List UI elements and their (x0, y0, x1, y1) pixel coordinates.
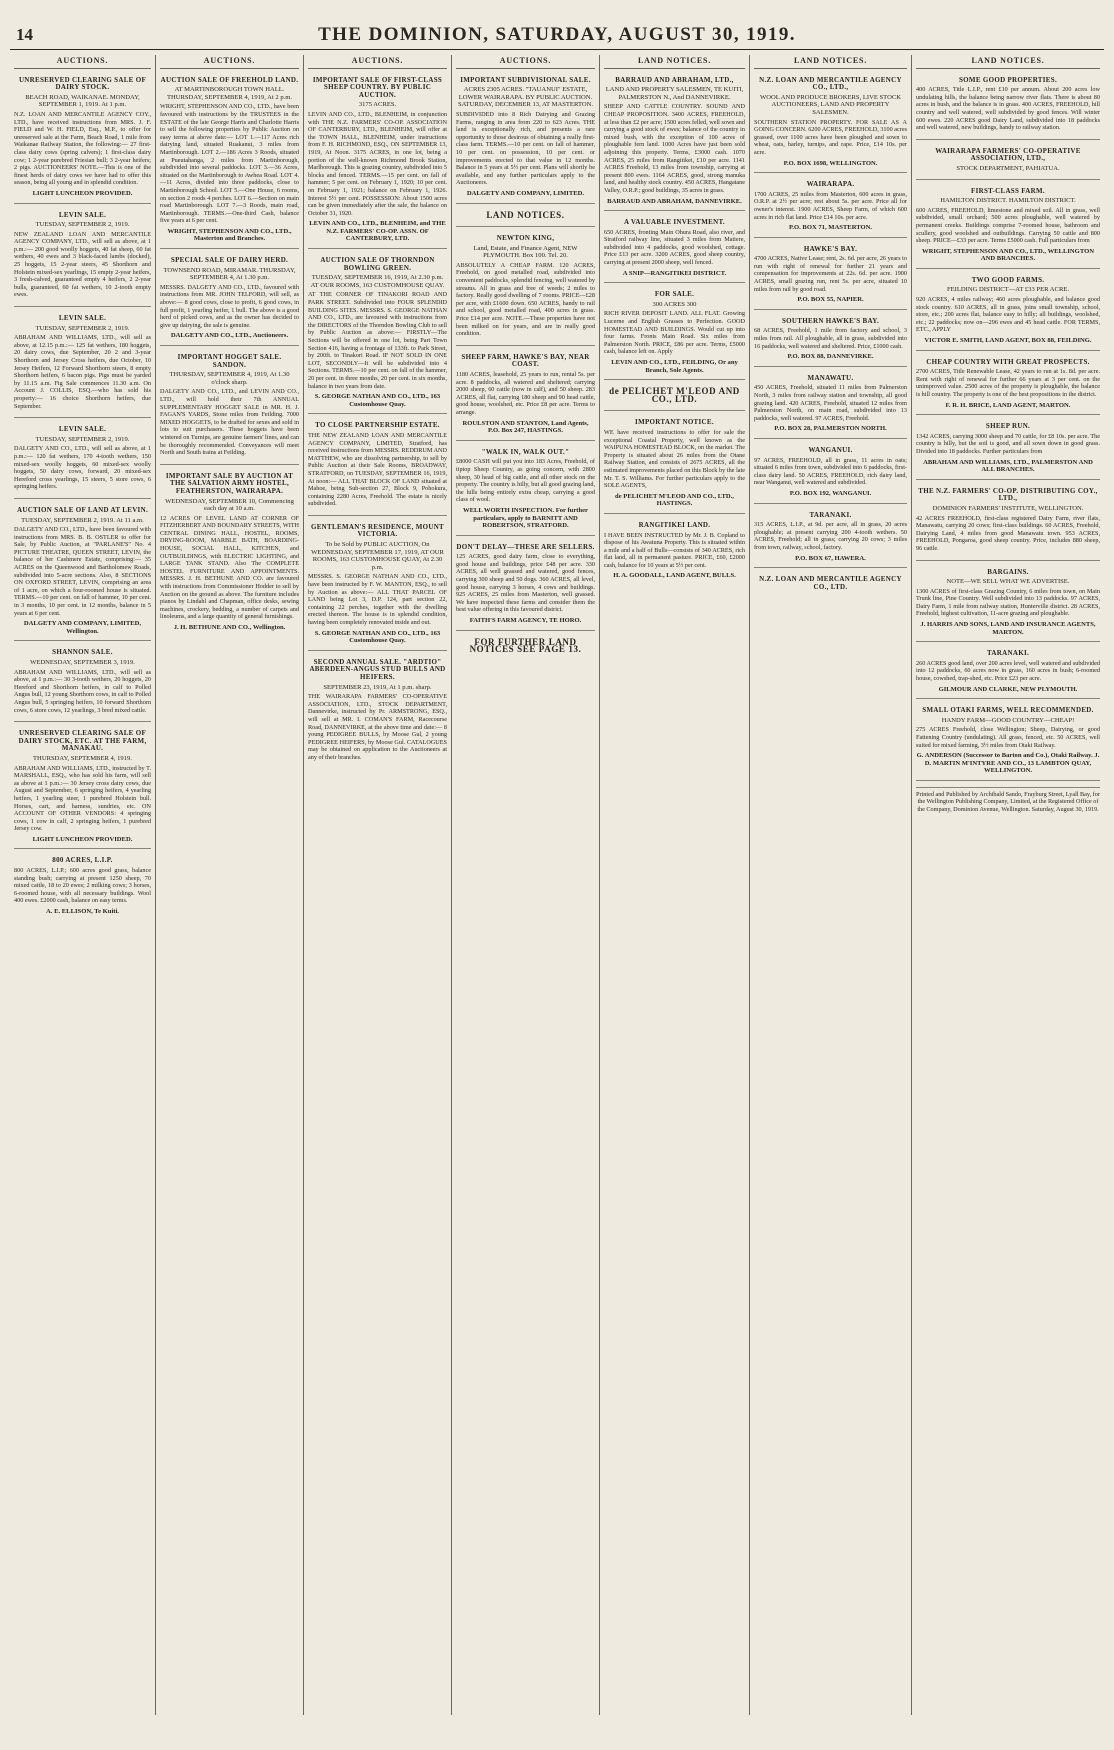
ad-subheading: TUESDAY, SEPTEMBER 2, 1919. (35, 221, 130, 229)
advertisement (916, 184, 1100, 269)
ad-subheading: AT MARTINBOROUGH TOWN HALL. THURSDAY, SEPTEMBER 4, 1919, At 2 p.m. (166, 86, 293, 101)
column-6 (750, 55, 912, 1715)
ad-heading: SHEEP FARM, HAWKE'S BAY, NEAR COAST. (461, 352, 590, 369)
ad-heading: SMALL OTAKI FARMS, WELL RECOMMENDED. (922, 706, 1094, 715)
advertisement (754, 314, 907, 367)
ad-body: SHEEP AND CATTLE COUNTRY. SOUND AND CHEAP PROPOSITION. 3400 ACRES, FREEHOLD, at less than £2 per acre; 1500 acres felled, well sown and carrying a good stock of ewes; balance of the country in mixed bush, with the exception of 100 acres of ploughable fern land. 1000 Acres have just been sold adjoining this property. Terms, £3000 cash. 1070 ACRES, 25 miles from Rangitikei, £10 per acre. 1141 ACRES Freehold, 13 miles from township, carrying at present 800 ewes. 1164 ACRES, good, strong manuka land, and healthy stock country. 450 ACRES, Hangatane Valley, O.R.P.; good buildings, 35 acres in grass. (604, 103, 745, 194)
imprint-footer: Printed and Published by Archibald Sando, Frayburg Street, Lyall Bay, for the Wellington Publishing Company, Limited, at the Registered Office of the Company, Dominion Avenue, Wellington. Saturday, August 30, 1919. (916, 787, 1100, 813)
ad-subheading: DOMINION FARMERS' INSTITUTE, WELLINGTON. (932, 504, 1084, 512)
ad-signature: LIGHT LUNCHEON PROVIDED. (32, 835, 133, 843)
ad-body: THE NEW ZEALAND LOAN AND MERCANTILE AGENCY COMPANY, LIMITED, Stratford, has received instructions from MESSRS. REDDRUM AND MATTHEW, who are dissolving partnership, to sell by Public Auction at their Sale Rooms, BROADWAY, STRATFORD, on TUESDAY, SEPTEMBER 16, 1919, At noon:— ALL THAT BLOCK OF LAND situated at Mahoe, being Sub-section 27, Block 9, Pohokura, containing 2280 Acres, Freehold. The estate is nicely subdivided. (308, 431, 447, 508)
ad-body: DALGETY AND CO., LTD., will sell as above, at 1 p.m.:— 120 fat wethers, 170 4-tooth wethers, 150 mixed-sex woolly hoggets, 60 mixed-sex woolly hoggets, 50 dairy cows, forward, 20 mixed-sex Hereford cross yearlings, 15 steers, 5 store cows, 6 springing heifers. (14, 445, 151, 491)
ad-signature: P.O. BOX 71, MASTERTON. (788, 224, 873, 232)
ad-heading: AUCTION SALE OF FREEHOLD LAND. (160, 75, 299, 84)
ad-heading: SOUTHERN HAWKE'S BAY. (781, 316, 879, 325)
advertisement (14, 645, 151, 722)
column-header: LAND NOTICES. (916, 55, 1100, 69)
ad-subheading: THURSDAY, SEPTEMBER 4, 1919. (33, 754, 132, 762)
ad-subheading: THURSDAY, SEPTEMBER 4, 1919, At 1.30 o'clock sharp. (169, 371, 290, 386)
ad-body: 450 ACRES, Freehold, situated 11 miles from Palmerston North, 3 miles from railway station and township, all good grazing land. 420 ACRES, Freehold, situated 12 miles from Palmerston North, on main road, subdivided into 13 paddocks, well watered. 97 ACRES, Freehold. (754, 384, 907, 422)
masthead (10, 24, 1104, 50)
ad-signature: A SNIP—RANGITIKEI DISTRICT. (622, 269, 727, 277)
ad-body: LEVIN AND CO., LTD., BLENHEIM, in conjunction with THE N.Z. FARMERS' CO-OP. ASSOCIATION OF CANTERBURY, LTD., BLENHEIM, will offer at the TOWN HALL, BLENHEIM, under instructions from F. H. RICHMOND, ESQ., ON SEPTEMBER 13, 1919, At Noon. 3175 ACRES, in one lot, being a portion of the well-known Richmond Brook Station, Marlborough. This is grazing country, subdivided into 5 blocks and fenced. TERMS.—15 per cent. on fall of hammer; 5 per cent. on February 1, 1920; 10 per cent. on February 1, 1921; balance on February 1, 1926. Interest 5½ per cent. POSSESSION: About 1500 acres can be given immediately after the sale, the balance on October 31, 1920. (308, 110, 447, 217)
ad-signature: G. ANDERSON (Successor to Barton and Co.), Otaki Railway. J. D. MARTIN M'INTYRE AND CO., 13 LAMBTON QUAY, WELLINGTON. (916, 752, 1100, 775)
ad-subheading: TUESDAY, SEPTEMBER 2, 1919. (35, 324, 130, 332)
ad-body: 650 ACRES, fronting Main Ohura Road, also river, and Stratford railway line, situated 3 miles from Matiere, subdivided into 4 paddocks, good woolshed, cottage. Price £13 per acre. 3200 ACRES, good sheep country, carrying at present 2000 sheep, well fenced. (604, 228, 745, 267)
ad-signature: F. R. H. BRICE, LAND AGENT, MARTON. (945, 401, 1071, 409)
advertisement (754, 572, 907, 598)
advertisement (160, 253, 299, 346)
advertisement (160, 350, 299, 465)
page-number: 14 (16, 25, 33, 44)
column-7 (912, 55, 1104, 1715)
ad-heading: IMPORTANT SALE OF FIRST-CLASS SHEEP COUNTRY. BY PUBLIC AUCTION. (312, 75, 443, 99)
ad-body: 68 ACRES, Freehold, 1 mile from factory and school, 3 miles from rail. All ploughable, all in grass, subdivided into 16 paddocks, well watered and sheltered. Price, £1000 cash. (754, 327, 907, 350)
ad-body: 275 ACRES Freehold, close Wellington; Sheep, Dairying, or good Fattening Country (undulating). All grass, fenced, etc. 50 ACRES, well suited for mixed farming, 3½ miles from Otaki Railway. (916, 726, 1100, 749)
ad-heading: WANGANUI. (808, 445, 853, 454)
ad-signature: J. H. BETHUNE AND CO., Wellington. (173, 624, 286, 631)
ad-subheading: WEDNESDAY, SEPTEMBER 3, 1919. (30, 659, 135, 666)
ad-subheading: FEILDING DISTRICT—AT £33 PER ACRE. (946, 286, 1070, 294)
column-5 (600, 55, 750, 1715)
ad-heading: SHEEP RUN. (985, 422, 1031, 431)
ad-body: ABRAHAM AND WILLIAMS, LTD., instructed by T. MARSHALL, ESQ., who has sold his farm, will sell as above at 1 p.m.:— 30 Jersey cross dairy cows, due August and September, 6 springing heifers, 4 yearling heifers, 1 yearling steer, 1 purebred Holstein bull. Horses, cart, and harness, sundries, etc. ON ACCOUNT OF OTHER VENDORS: 4 springing cows, 1 cow in calf, 2 springing heifers, 1 purebred Jersey cow. (14, 764, 151, 833)
advertisement (754, 73, 907, 174)
ad-body: 1180 ACRES, leasehold, 25 years to run, rental 5s. per acre. 8 paddocks, all watered and sheltered; carrying 2000 sheep, 60 cattle (now in calf), and 50 sheep. 283 ACRES, all flat, carrying 180 sheep and 90 head cattle, good house, woolshed, etc. Price £8 per acre. Terms to arrange. (456, 371, 595, 416)
column-1 (10, 55, 156, 1715)
advertisement (456, 635, 595, 661)
ad-signature: P.O. BOX 55, NAPIER. (797, 296, 864, 304)
ad-body: 4700 ACRES, Native Lease; rent, 2s. 6d. per acre, 26 years to run with right of renewal for further 21 years and compensation for improvements at 22s. 6d. per acre. 1900 ACRES, small grazing run, rent 5s. per acre, situated 10 miles from rail by good road. (754, 255, 907, 293)
ad-body: 1300 ACRES of first-class Grazing Country, 6 miles from town, on Main Trunk line, Pine Country. Well subdivided into 13 paddocks. 97 ACRES, Dairy Farm, 1 mile from railway station, Hunterville district. 28 ACRES, Freehold, highest cultivation, 11-acre grazing and ploughable. (916, 587, 1100, 618)
advertisement (14, 503, 151, 642)
advertisement (604, 73, 745, 212)
ad-signature: WRIGHT, STEPHENSON AND CO., LTD., Masterton and Branches. (167, 227, 292, 243)
advertisement (456, 73, 595, 204)
ad-subheading: 300 ACRES 300 (652, 300, 697, 308)
advertisement (14, 208, 151, 308)
ad-subheading: To be Sold by PUBLIC AUCTION, On WEDNESDAY, SEPTEMBER 17, 1919, AT OUR ROOMS, 163 CUSTOMHOUSE QUAY, At 2.30 p.m. (311, 541, 444, 571)
ad-heading: TWO GOOD FARMS. (971, 275, 1045, 284)
ad-heading: LAND NOTICES. (486, 209, 565, 220)
ad-body: DALGETY AND CO., LTD., have been favoured with instructions from MRS. B. B. OSTLER to offer for Sale, by Public Auction, at "PARLANE'S" No. 4 PICTURE THEATRE, QUEEN STREET, LEVIN, the balance of her Cashmere Estate, comprising:— 35 ACRES on the Queenwood and Bartholomew Roads, subdivided into 5-acre sections. Also, 8 SECTIONS ON OXFORD STREET, LEVIN, comprising an area of 1 acre, on which a four-roomed house is situated. TERMS.—10 per cent. on fall of hammer, 10 per cent. in 3 months, 10 per cent. in 12 months, balance in 5 years at 6 per cent. (14, 526, 151, 617)
advertisement (604, 287, 745, 380)
advertisement (14, 853, 151, 920)
ad-body: 400 ACRES, Title L.I.P., rent £10 per annum. About 200 acres low undulating hills, the balance being narrow river flats. There is about 80 acres in bush, and the balance is in grass. 400 ACRES, FREEHOLD, hill country and well watered, well subdivided by good fences. Will winter 600 ewes. 220 ACRES good Dairy Land, subdivided into 18 paddocks and well watered, new buildings, handy to railway station. (916, 86, 1100, 132)
advertisement (308, 655, 447, 769)
ad-heading: 800 ACRES, L.I.P. (52, 856, 113, 865)
advertisement (754, 371, 907, 439)
ad-signature: de PELICHET M'LEOD AND CO., LTD., HASTINGS. (615, 492, 734, 508)
advertisement (456, 445, 595, 536)
ad-heading: SECOND ANNUAL SALE. "ARDTIO" ABERDEEN-ANGUS STUD BULLS AND HEIFERS. (309, 657, 446, 681)
ad-body: 125 ACRES, good dairy farm, close to everything, good house and buildings, price £48 per acre. 330 ACRES, all well grassed and watered, good fences, carrying 300 sheep and 50 dogs. 360 ACRES, all level, good house, carrying 3 horses, 4 cows and buildings. 925 ACRES, 25 miles from Masterton, well grassed. We have inspected these farms and consider them the best value offering in this favoured district. (456, 553, 595, 614)
column-header: LAND NOTICES. (604, 55, 745, 69)
advertisement (754, 242, 907, 310)
ad-heading: WAIRARAPA. (806, 180, 855, 189)
ad-signature: LEVIN AND CO., LTD., BLENHEIM, and THE N.Z. FARMERS' CO-OP. ASSN. OF CANTERBURY, LTD. (309, 220, 446, 243)
ad-subheading: TUESDAY, SEPTEMBER 2, 1919. At 11 a.m. (21, 516, 144, 524)
ad-subheading: TOWNSEND ROAD, MIRAMAR. THURSDAY, SEPTEMBER 4, At 1.30 p.m. (163, 266, 296, 282)
advertisement (160, 73, 299, 249)
ad-signature: WRIGHT, STEPHENSON AND CO., LTD., WELLINGTON AND BRANCHES. (922, 247, 1094, 263)
advertisement (14, 73, 151, 204)
advertisement (160, 469, 299, 637)
ad-signature: LEVIN AND CO., LTD., FEILDING, Or any Branch, Sole Agents. (611, 359, 738, 374)
ad-signature: DALGETY AND CO., LTD., Auctioneers. (170, 332, 289, 340)
ad-signature: J. HARRIS AND SONS, LAND AND INSURANCE AGENTS, MARTON. (920, 621, 1096, 636)
ad-body: I HAVE BEEN INSTRUCTED by Mr. J. B. Copland to dispose of his Awatuna Property. This is situated within a mile and a half of Bulls—consists of 340 ACRES, rich flat land, all in permanent pasture. PRICE, £60, £2000 cash, balance for 10 years at 5½ per cent. (604, 531, 745, 569)
ad-body: 800 ACRES, L.I.P.; 600 acres good grass, balance standing bush; carrying at present 1250 sheep, 70 mixed cattle, 18 to 20 ewes; 2 milking cows; 3 horses, 6-roomed house, with all necessary buildings. Wool 400 ewes. £2000 cash, balance on easy terms. (14, 867, 151, 905)
advertisement (916, 355, 1100, 416)
advertisement (916, 703, 1100, 781)
advertisement (916, 73, 1100, 140)
ad-heading: FOR FURTHER LAND NOTICES SEE PAGE 13. (469, 636, 582, 655)
advertisement (308, 253, 447, 414)
ad-heading: MANAWATU. (807, 373, 854, 382)
column-2 (156, 55, 304, 1715)
advertisement (14, 311, 151, 418)
advertisement (604, 415, 745, 514)
ad-subheading: BEACH ROAD, WAIKANAE. MONDAY, SEPTEMBER 1, 1919. At 1 p.m. (25, 93, 140, 109)
ad-heading: IMPORTANT HOGGET SALE. SANDON. (177, 353, 282, 369)
advertisement (456, 231, 595, 346)
ad-heading: AUCTION SALE OF THORNDON BOWLING GREEN. (320, 256, 435, 272)
ad-heading: FOR SALE. (654, 290, 695, 299)
ad-signature: A. E. ELLISON, Te Kuiti. (46, 908, 119, 916)
ad-subheading: STOCK DEPARTMENT, PAHIATUA. (956, 164, 1060, 172)
ad-body: MESSRS. S. GEORGE NATHAN AND CO., LTD., have been instructed by F. W. MANTON, ESQ., to sell by Auction as above:— ALL THAT PARCEL OF LAND being Lot 3, D.P. 124, part section 22, containing 22 perches, together with the dwelling erected thereon. The house is in splendid condition, having been completely renovated inside and out. (308, 573, 447, 626)
ad-signature: P.O. BOX 67, HAWERA. (795, 554, 866, 562)
ad-body: MESSRS. DALGETY AND CO., LTD., favoured with instructions from MR. JOHN TELFORD, will sell, as above:— 8 good cows, close to profit, 6 good cows, in full profit, 1 yearling heifer, 1 bull. The above is a good herd of picked cows, and as the owner has decided to give up dairying, the sale is genuine. (160, 283, 299, 329)
advertisement (754, 443, 907, 504)
ad-heading: RANGITIKEI LAND. (638, 520, 711, 529)
ad-signature: H. A. GOODALL, LAND AGENT, BULLS. (613, 572, 736, 580)
advertisement (916, 273, 1100, 351)
ad-heading: FIRST-CLASS FARM. (971, 186, 1045, 195)
advertisement (916, 419, 1100, 480)
ad-subheading: LAND AND PROPERTY SALESMEN, TE KUITI, PALMERSTON N., And DANNEVIRKE. (605, 86, 744, 101)
ad-body: 42 ACRES FREEHOLD, first-class registered Dairy Farm, river flats, Manawatu, carrying 20 cows; first-class buildings. 60 ACRES, Freehold, Dairying Land, 4 miles from good Manawatu town. 953 ACRES, FREEHOLD, Pongaroa, good sheep country. Price, includes 880 sheep, 96 cattle. (916, 514, 1100, 552)
ad-signature: WELL WORTH INSPECTION. For further particulars, apply to BARNITT AND ROBERTSON, STRATFORD. (462, 506, 588, 530)
column-header: AUCTIONS. (456, 55, 595, 69)
ad-signature: DALGETY AND COMPANY, LIMITED. (466, 189, 585, 197)
ad-body: RICH RIVER DEPOSIT LAND. ALL FLAT. Growing Lucerne and English Grasses to Perfection. GOOD HOMESTEAD AND BUILDINGS. Would cut up into four farms. Fronts Main Road. Six miles from Palmerston North. PRICE, £86 per acre. Terms, £5000 cash, balance left on. Apply (604, 310, 745, 356)
advertisement (754, 177, 907, 238)
ad-body: 97 ACRES, FREEHOLD, all in grass, 11 acres in oats; situated 6 miles from town, subdivided into 6 paddocks, first-class dairy land. 50 ACRES, FREEHOLD, rich dairy land, near Wanganui, well watered and subdivided. (754, 456, 907, 487)
ad-heading: IMPORTANT NOTICE. (635, 418, 714, 427)
ad-body: AT THE CORNER OF TINAKORI ROAD AND PARK STREET. Subdivided into FOUR SPLENDID BUILDING SITES. MESSRS. S. GEORGE NATHAN AND CO., LTD., are favoured with instructions from the DIRECTORS of the Thorndon Bowling Club to sell by Public Auction as above:— FIRSTLY—The Sections will be offered in one lot, being Part Town Section 416, having a frontage of 133ft. to Park Street, by 200ft. to Tinakori Road. IF NOT SOLD IN ONE LOT, SECONDLY—It will be subdivided into 4 Sections. TERMS.—10 per cent. on fall of the hammer, 20 per cent. in three months, 20 per cent. in six months, balance in two years from date. (308, 291, 447, 390)
ad-body: NEW ZEALAND LOAN AND MERCANTILE AGENCY COMPANY, LTD., will sell as above, at 1 p.m.:— 200 good woolly hoggets, 40 fat sheep, 60 fat wethers, 40 ewes and 3 black-faced lambs (docked), 25 hoggets, 15 2-year steers, 45 Shorthorn and Holstein mixed-sex yearlings, 15 empty 2-year heifers, 3 fresh-calved, guaranteed empty 4 heifers, 2 2-year bulls, guaranteed, 60 fat wethers, 10 2-tooth empty ewes. (14, 230, 151, 299)
ad-signature: P.O. BOX 88, DANNEVIRKE. (787, 353, 874, 361)
advertisement (308, 520, 447, 651)
ad-heading: LEVIN SALE. (58, 425, 107, 434)
ad-signature: LIGHT LUNCHEON PROVIDED. (32, 189, 133, 197)
column-header: AUCTIONS. (308, 55, 447, 69)
ad-heading: LEVIN SALE. (58, 314, 107, 323)
ad-heading: LEVIN SALE. (58, 210, 107, 219)
ad-heading: SPECIAL SALE OF DAIRY HERD. (170, 256, 289, 265)
ad-body: 260 ACRES good land, over 200 acres level, well watered and subdivided into 12 paddocks, 60 acres now in grass, 160 acres in bush; 6-roomed house, cowshed, trap-shed, etc. Price £23 per acre. (916, 659, 1100, 683)
ad-heading: THE N.Z. FARMERS' CO-OP. DISTRIBUTING COY., LTD., (918, 486, 1098, 503)
ad-body: 315 ACRES, L.I.P., at 9d. per acre, all in grass, 20 acres ploughable; at present carrying 200 4-tooth wethers. 50 ACRES, Freehold; all in grass; carrying 20 cows; 3 miles from town, railway, school, factory. (754, 521, 907, 551)
ad-subheading: WOOL AND PRODUCE BROKERS, LIVE STOCK AUCTIONEERS, LAND AND PROPERTY SALESMEN. (759, 93, 902, 116)
ad-heading: CHEAP COUNTRY WITH GREAT PROSPECTS. (926, 357, 1090, 366)
ad-heading: "WALK IN, WALK OUT." (481, 447, 570, 456)
ad-heading: IMPORTANT SUBDIVISIONAL SALE. (460, 75, 591, 84)
ad-body: 920 ACRES, 4 miles railway; 460 acres ploughable, and balance good stock country. 610 ACRES, all in grass, joins small township, school, store, etc.; 200 acres flat, balance easy to hilly; all buildings, woolshed, etc.; 22 paddocks; now on—296 ewes and 45 head cattle. FOR TERMS, ETC., APPLY (916, 296, 1100, 334)
advertisement (308, 418, 447, 516)
ad-body: ABSOLUTELY A CHEAP FARM. 120 ACRES, Freehold, on good metalled road, subdivided into convenient paddocks, splendid fencing, well watered by streams. All in grass and free of weeds; 2 miles to factory. Really good dwelling of 7 rooms. PRICE—£28 per acre, with £1600 down. 650 ACRES, handy to rail and school, good metalled road, 400 acres in grass. Price £14 per acre. NOTE.—These properties have not been milked on for years, and are in really good condition. (456, 261, 595, 338)
ad-signature: FAITH'S FARM AGENCY, TE HORO. (469, 617, 582, 625)
advertisement (916, 484, 1100, 561)
advertisement (916, 646, 1100, 699)
ad-signature: DALGETY AND COMPANY, LIMITED, Wellington. (23, 620, 142, 635)
ad-signature: P.O. BOX 192, WANGANUI. (789, 489, 872, 497)
ad-body: DALGETY AND CO., LTD., and LEVIN AND CO., LTD., will hold their 7th ANNUAL SUPPLEMENTARY HOGGET SALE in MR. H. J. FAGAN'S YARDS, Stone miles from Feilding. 7000 MIXED HOGGETS, to be drafted for sexes and sold in lots to suit purchasers. These hoggets have been wintered on Turnips, are genuine farmers' lines, and can be thoroughly recommended. Conveyances will meet North and South trains at Feilding. (160, 388, 299, 457)
ad-signature: VICTOR E. SMITH, LAND AGENT, BOX 88, FEILDING. (924, 337, 1092, 345)
ad-signature: P.O. BOX 1698, WELLINGTON. (783, 159, 878, 167)
ad-heading: TARANAKI. (986, 649, 1030, 658)
ad-subheading: 3175 ACRES. (358, 101, 397, 109)
ad-heading: SOME GOOD PROPERTIES. (958, 75, 1058, 84)
ad-heading: TARANAKI. (809, 510, 852, 519)
ad-subheading: SEPTEMBER 23, 1919, At 1 p.m. sharp. (323, 683, 432, 691)
ad-signature: P.O. BOX 28, PALMERSTON NORTH. (774, 425, 887, 433)
advertisement (916, 565, 1100, 643)
advertisement (916, 144, 1100, 180)
ad-signature: GILMOUR AND CLARKE, NEW PLYMOUTH. (938, 685, 1078, 693)
column-header: AUCTIONS. (14, 55, 151, 69)
ad-heading: UNRESERVED CLEARING SALE OF DAIRY STOCK. (18, 75, 147, 92)
ad-heading: BARGAINS. (987, 567, 1029, 576)
ad-body: WRIGHT, STEPHENSON AND CO., LTD., have been favoured with instructions by the TRUSTEES in the ESTATE of the late George Harris and Charlotte Harris to sell the following properties by Public Auction on easy terms at above date:— LOT 1.—117 Acres rich dairying land, situated Ruakanui, 3 miles from Martinborough. LOT 2.—186 Acres 3 Roods, situated at Pueutahanga, 2 miles from Martinborough, subdivided into several paddocks. LOT 3.—36 Acres, situated on the Martinborough to Awhea Road. LOT 4.—11 Acres, divided into three paddocks, close to Martinborough School. LOT 5.—One House, 6 rooms, on section 2 roods 4 perches. LOT 6.—Section on main road Martinborough. LOT 7.—3 Roods, main road, Martinborough. TERMS.—One-third Cash, balance five years at 6 per cent. (160, 103, 299, 225)
ad-body: SUBDIVIDED into 8 Rich Dairying and Grazing Farms, ranging in area from 220 to 623 Acres. THE land is exceptionally rich, and presents a rare opportunity to those desirous of obtaining a really first-class farm. TERMS.—10 per cent. on fall of hammer, 10 per cent. on possession, 10 per cent. or improvements erected to that value in 12 months. Balance in 5 years at 5½ per cent. Plans will shortly be available, and any further particulars apply to the Auctioneers. (456, 110, 595, 187)
ad-heading: WAIRARAPA FARMERS' CO-OPERATIVE ASSOCIATION, LTD., (935, 146, 1081, 163)
ad-heading: GENTLEMAN'S RESIDENCE, MOUNT VICTORIA. (310, 522, 445, 539)
advertisement (456, 208, 595, 228)
ad-heading: UNRESERVED CLEARING SALE OF DAIRY STOCK, ETC. AT THE FARM, MANAKAU. (18, 729, 147, 753)
ad-body: N.Z. LOAN AND MERCANTILE AGENCY COY., LTD., have received instructions from MRS. J. F. FIELD and W. H. FIELD, Esq., M.P., to offer for unreserved sale at the Farm, Beach Road, 1 mile from Waikanae Railway Station, the following:— 27 first-class dairy cows (spring calvers); 1 first-class dairy cow; 1 2-year purebred Friesian bull; 3 2-year heifers; 2 pigs. AUCTIONEERS' NOTE.—This is one of the finest herds of dairy cows we have had to offer this season, being all young and in splendid condition. (14, 110, 151, 187)
ad-heading: BARRAUD AND ABRAHAM, LTD., (615, 75, 734, 84)
ad-heading: SHANNON SALE. (52, 648, 113, 657)
ad-signature: S. GEORGE NATHAN AND CO., LTD., 163 Customhouse Quay. (314, 629, 441, 645)
ad-signature: BARRAUD AND ABRAHAM, DANNEVIRKE. (607, 197, 742, 205)
ad-heading: de PELICHET M'LEOD AND CO., LTD. (609, 386, 740, 404)
ad-body: 1700 ACRES, 25 miles from Masterton, 600 acres in grass, O.R.P. at 2½ per acre; rest about 5s. per acre. Price all for owner's interest. 1900 ACRES, Sheep Farm, of which 600 acres in rich flat land. Price £14 10s. per acre. (754, 190, 907, 221)
advertisement (754, 508, 907, 569)
advertisement (14, 726, 151, 849)
ad-heading: N.Z. LOAN AND MERCANTILE AGENCY CO., LTD., (759, 75, 902, 92)
column-header: LAND NOTICES. (754, 55, 907, 69)
ad-subheading: NOTE—WE SELL WHAT WE ADVERTISE. (946, 578, 1070, 586)
newspaper-title: THE DOMINION, SATURDAY, AUGUST 30, 1919. (318, 24, 796, 45)
ad-signature: ABRAHAM AND WILLIAMS, LTD., PALMERSTON AND ALL BRANCHES. (923, 458, 1093, 474)
ad-signature: ROULSTON AND STANTON, Land Agents, P.O. Box 247, HASTINGS. (462, 419, 589, 435)
ad-body: 12 ACRES OF LEVEL LAND AT CORNER OF FITZHERBERT AND BOUNDARY STREETS, WITH CENTRAL DINING HALL, HOSTEL, ROOMS, DRYING-ROOM, MARBLE BATH, BOARDING-HOUSE, SOCIAL HALL, KITCHEN, and OUTBUILDINGS, with ELECTRIC LIGHTING, and LARGE TANK STAND. Also The COMPLETE HOSTEL FURNITURE AND APPOINTMENTS. MESSRS. J. H. BETHUNE AND CO. are favoured with instructions from Commissioner Hodder to sell by Auction on the ground as above. The furniture includes pianos by Lindahl and Chapman, office desks, sewing machines, crockery, bedding, a number of carpets and linoleums, and a large quantity of general furnishings. (160, 514, 299, 621)
ad-body: £8000 CASH will put you into 183 Acres, Freehold, of tiptop Sheep Country, as going concern, with 2800 sheep, 30 head of big cattle, and all other stock on the property. The country is hilly, but all good grazing land, the hills being entirely extra cheap, carrying a good class of wool. (456, 458, 595, 504)
advertisement (456, 350, 595, 441)
advertisement (604, 384, 745, 411)
column-header: AUCTIONS. (160, 55, 299, 69)
columns-container (10, 55, 1104, 1715)
ad-body: ABRAHAM AND WILLIAMS, LTD., will sell as above, at 1 p.m.:— 30 3-tooth wethers, 20 hoggets, 20 Hereford and Shorthorn heifers, in calf to Polled Angus bull, 12 young Shorthorn cows, in calf to Polled Angus bull, 5 springing heifers, 10 forward Shorthorn cows, 6 store cows, 12 yearlings, 3 bred mixed cattle. (14, 668, 151, 714)
ad-heading: HAWKE'S BAY. (803, 244, 858, 253)
column-3 (304, 55, 452, 1715)
column-4 (452, 55, 600, 1715)
ad-heading: AUCTION SALE OF LAND AT LEVIN. (16, 505, 148, 514)
ad-subheading: TUESDAY, SEPTEMBER 16, 1919, At 2.30 p.m. AT OUR ROOMS, 163 CUSTOMHOUSE QUAY. (310, 274, 445, 289)
ad-heading: IMPORTANT SALE BY AUCTION AT THE SALVATION ARMY HOSTEL, FEATHERSTON, WAIRARAPA. (165, 471, 294, 495)
ad-body: SOUTHERN STATION PROPERTY. FOR SALE AS A GOING CONCERN. 6200 ACRES, FREEHOLD, 3100 acres grassed, over 1100 acres have been ploughed and sown to wheat, oats, barley, turnips, and rape. Price, £14 10s. per acre. (754, 118, 907, 156)
ad-body: THE WAIRARAPA FARMERS' CO-OPERATIVE ASSOCIATION, LTD., STOCK DEPARTMENT, Dannevirke, instructed by Pr. ARMSTRONG, ESQ., will sell at MR. I. COMAN'S FARM, Racecourse Road, DANNEVIRKE, at the above time and date:— 8 young PEDIGREE BULLS, by Moose Gul, 2 young PEDIGREE HEIFERS, by Moose Gul. CATALOGUES may be obtained on application to the Auctioneers at any of their branches. (308, 693, 447, 761)
ad-subheading: WEDNESDAY, SEPTEMBER 10, Commencing each day at 10 a.m. (165, 497, 294, 513)
ad-heading: TO CLOSE PARTNERSHIP ESTATE. (315, 421, 440, 430)
advertisement (604, 518, 745, 585)
ad-subheading: HANDY FARM—GOOD COUNTRY—CHEAP! (941, 716, 1075, 724)
ad-subheading: Land, Estate, and Finance Agent, NEW PLYMOUTH. Box 100. Tel. 20. (473, 244, 578, 260)
ad-heading: A VALUABLE INVESTMENT. (624, 218, 725, 227)
ad-signature: S. GEORGE NATHAN AND CO., LTD., 163 Customhouse Quay. (314, 393, 441, 408)
advertisement (14, 422, 151, 499)
ad-body: ABRAHAM AND WILLIAMS, LTD., will sell as above, at 12.15 p.m.:— 125 fat wethers, 180 hoggets, 20 dairy cows, due September, 20 2 and 3-year Shorthorn and Jersey Cross heifers, due October, 10 Jersey Heifers, 12 Forward Shorthorn steers, 8 empty Shorthorn heifers, 6 bacon pigs. Pigs must be yarded by 11.15 a.m. Fig Sale commences 11.30 a.m. On Account J. COLLIS, ESQ.—who has sold his property:— 16 choice Shorthorn heifers, due September. (14, 334, 151, 410)
advertisement (604, 215, 745, 283)
ad-heading: N.Z. LOAN AND MERCANTILE AGENCY CO., LTD. (759, 575, 902, 591)
ad-subheading: ACRES 2305 ACRES. "TAUANUI" ESTATE, LOWER WAIRARAPA. BY PUBLIC AUCTION. SATURDAY, DECEMBER 13, AT MASTERTON. (457, 86, 594, 109)
ad-subheading: HAMILTON DISTRICT. HAMILTON DISTRICT. (940, 197, 1076, 205)
ad-heading: NEWTON KING, (496, 234, 555, 243)
ad-body: 600 ACRES, FREEHOLD, limestone and mixed soil. All in grass, well subdivided, small orchard; 500 acres ploughable, well watered by permanent creeks. Buildings comprise 7-roomed house, bathroom and scullery, good woolshed and outbuildings. Carrying 50 cattle and 800 sheep. PRICE—£33 per acre. Terms £5000 cash. Full particulars from (916, 206, 1100, 245)
ad-subheading: TUESDAY, SEPTEMBER 2, 1919. (35, 435, 130, 443)
advertisement (456, 540, 595, 631)
ad-heading: DON'T DELAY—THESE ARE SELLERS. (456, 542, 595, 551)
advertisement (308, 73, 447, 249)
ad-body: WE have received instructions to offer for sale the exceptional Coastal Property, well known as the WAIPUNA HOMESTEAD BLOCK, on the market. The Property is situated about 26 miles from the Otane Railway Station, and consists of 2675 ACRES, all the estimated improvements placed on this Block by the late Mr. T. S. Williams. For further particulars apply to the SOLE AGENTS, (604, 428, 745, 490)
ad-body: 2700 ACRES, Title Renewable Lease, 42 years to run at 1s. 8d. per acre. Rent with right of renewal for further 66 years at 3 per cent. on the unimproved value. 2500 acres of the property is ploughable, the balance is hill country. The property is one of the best propositions in the district. (916, 368, 1100, 398)
ad-body: 1342 ACRES, carrying 3000 sheep and 70 cattle, for £8 10s. per acre. The country is hilly, but the soil is good, and all sown down in good grass. Divided into 18 paddocks. Further particulars from (916, 432, 1100, 455)
